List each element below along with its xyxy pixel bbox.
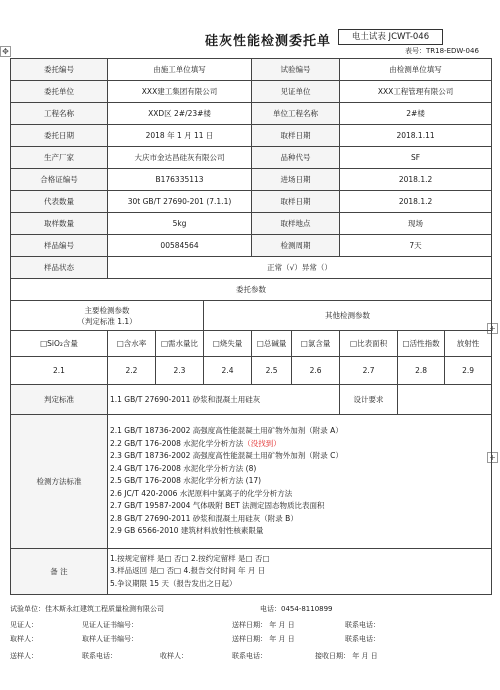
field-label: 取样日期 bbox=[252, 191, 340, 213]
methods-list bbox=[108, 415, 492, 549]
info-row bbox=[11, 169, 492, 191]
sender-label: 送样人： bbox=[10, 652, 38, 660]
info-row bbox=[11, 147, 492, 169]
field-label: 委托单位 bbox=[11, 81, 108, 103]
field-value[interactable]: 5kg bbox=[108, 213, 252, 235]
param-label-row bbox=[11, 331, 492, 357]
main-params-title: 主要检测参数 bbox=[84, 305, 130, 315]
main-params-note: （判定标准 1.1） bbox=[77, 316, 137, 326]
method-text: 2.8 GB/T 27690-2011 砂浆和混凝土用硅灰（附录 B） bbox=[110, 513, 298, 523]
main-params-header bbox=[11, 301, 204, 331]
remark-line: 5.争议期限 15 天（报告发出之日起） bbox=[110, 578, 237, 588]
field-value[interactable]: 现场 bbox=[340, 213, 492, 235]
method-note: （没找到） bbox=[243, 438, 281, 448]
receive-date-label: 接收日期： 年 月 日 bbox=[315, 652, 378, 660]
testing-unit: 试验单位：佳木斯永红建筑工程质量检测有限公司 bbox=[10, 605, 164, 613]
params-group-row bbox=[11, 301, 492, 331]
param-code: 2.3 bbox=[156, 357, 204, 385]
field-value[interactable]: XXD区 2#/23#楼 bbox=[108, 103, 252, 125]
form-number: 表号：TR18-EDW-046 bbox=[405, 47, 479, 55]
send-date-label: 送样日期： 年 月 日 bbox=[232, 621, 295, 629]
sample-status-value[interactable]: 正常（√）异常（） bbox=[108, 257, 492, 279]
contact-phone-2: 联系电话： bbox=[345, 635, 380, 643]
field-value[interactable]: 2018 年 1 月 11 日 bbox=[108, 125, 252, 147]
field-label: 品种代号 bbox=[252, 147, 340, 169]
remark-line: 1.按规定留样 是□ 否□ 2.按约定留样 是□ 否□ bbox=[110, 553, 270, 563]
method-text: 2.5 GB/T 176-2008 水泥化学分析方法 (17) bbox=[110, 476, 262, 486]
param-code: 2.4 bbox=[204, 357, 252, 385]
field-value[interactable]: 由检测单位填写 bbox=[340, 59, 492, 81]
param-code-row bbox=[11, 357, 492, 385]
method-line bbox=[110, 438, 489, 451]
page-title: 硅灰性能检测委托单 bbox=[205, 34, 332, 49]
info-row bbox=[11, 103, 492, 125]
field-value[interactable]: 由施工单位填写 bbox=[108, 59, 252, 81]
remark-line: 3.样品返回 是□ 否□ 4.报告交付时间 年 月 日 bbox=[110, 566, 266, 576]
footer-line-1 bbox=[10, 604, 490, 616]
field-label: 进场日期 bbox=[252, 169, 340, 191]
field-label: 试验编号 bbox=[252, 59, 340, 81]
param-code: 2.5 bbox=[252, 357, 292, 385]
field-label: 生产厂家 bbox=[11, 147, 108, 169]
method-line bbox=[110, 463, 489, 476]
param-code: 2.1 bbox=[11, 357, 108, 385]
param-code: 2.7 bbox=[340, 357, 398, 385]
info-row bbox=[11, 191, 492, 213]
field-value[interactable]: 7天 bbox=[340, 235, 492, 257]
lab-phone: 电话：0454-8110899 bbox=[260, 605, 333, 613]
witness-cert-label: 见证人证书编号： bbox=[82, 621, 138, 629]
contact-phone-4: 联系电话： bbox=[232, 652, 267, 660]
other-params-header: 其他检测参数 bbox=[204, 301, 492, 331]
field-label: 检测周期 bbox=[252, 235, 340, 257]
field-label: 单位工程名称 bbox=[252, 103, 340, 125]
param-code: 2.2 bbox=[108, 357, 156, 385]
field-label: 样品编号 bbox=[11, 235, 108, 257]
info-row bbox=[11, 125, 492, 147]
witness-label: 见证人： bbox=[10, 621, 38, 629]
sample-status-label: 样品状态 bbox=[11, 257, 108, 279]
method-text: 2.2 GB/T 176-2008 水泥化学分析方法 bbox=[110, 438, 244, 448]
info-row bbox=[11, 235, 492, 257]
params-section-row bbox=[11, 279, 492, 301]
param-checkbox[interactable]: □氯含量 bbox=[292, 331, 340, 357]
param-checkbox[interactable]: □烧失量 bbox=[204, 331, 252, 357]
param-checkbox[interactable]: □比表面积 bbox=[340, 331, 398, 357]
param-code: 2.8 bbox=[398, 357, 445, 385]
method-line bbox=[110, 450, 489, 463]
methods-row bbox=[11, 415, 492, 549]
field-label: 委托日期 bbox=[11, 125, 108, 147]
field-value[interactable]: XXX建工集团有限公司 bbox=[108, 81, 252, 103]
remarks-label: 备 注 bbox=[11, 549, 108, 595]
method-line bbox=[110, 513, 489, 526]
method-line bbox=[110, 488, 489, 501]
remarks-list bbox=[108, 549, 492, 595]
field-label: 取样数量 bbox=[11, 213, 108, 235]
field-label: 取样地点 bbox=[252, 213, 340, 235]
method-text: 2.4 GB/T 176-2008 水泥化学分析方法 (8) bbox=[110, 463, 257, 473]
move-handle-icon[interactable]: ✥ bbox=[0, 46, 11, 57]
field-value[interactable]: 2#楼 bbox=[340, 103, 492, 125]
field-label: 代表数量 bbox=[11, 191, 108, 213]
add-row-icon[interactable]: + bbox=[487, 452, 498, 463]
field-label: 合格证编号 bbox=[11, 169, 108, 191]
params-section-title: 委托参数 bbox=[11, 279, 492, 301]
field-value[interactable]: 2018.1.2 bbox=[340, 191, 492, 213]
methods-label: 检测方法标准 bbox=[11, 415, 108, 549]
field-label: 见证单位 bbox=[252, 81, 340, 103]
contact-phone-3: 联系电话： bbox=[82, 652, 117, 660]
method-text: 2.6 JC/T 420-2006 水泥原料中氯离子的化学分析方法 bbox=[110, 488, 293, 498]
param-checkbox[interactable]: □需水量比 bbox=[156, 331, 204, 357]
document-id-box: 电土试表 JCWT-046 bbox=[338, 29, 443, 45]
param-code: 2.9 bbox=[445, 357, 492, 385]
design-requirement-label: 设计要求 bbox=[340, 385, 398, 415]
field-value[interactable]: 2018.1.11 bbox=[340, 125, 492, 147]
method-line bbox=[110, 525, 489, 538]
param-code: 2.6 bbox=[292, 357, 340, 385]
field-value[interactable]: 2018.1.2 bbox=[340, 169, 492, 191]
remarks-row bbox=[11, 549, 492, 595]
field-label: 工程名称 bbox=[11, 103, 108, 125]
method-line bbox=[110, 500, 489, 513]
send-date-label-2: 送样日期： 年 月 日 bbox=[232, 635, 295, 643]
param-checkbox[interactable]: □含水率 bbox=[108, 331, 156, 357]
param-checkbox[interactable]: □总碱量 bbox=[252, 331, 292, 357]
method-text: 2.9 GB 6566-2010 建筑材料放射性核素限量 bbox=[110, 526, 264, 536]
judgement-label: 判定标准 bbox=[11, 385, 108, 415]
footer-line-4 bbox=[10, 651, 490, 663]
method-text: 2.3 GB/T 18736-2002 高强度高性能混凝土用矿物外加剂（附录 C） bbox=[110, 451, 343, 461]
info-row bbox=[11, 81, 492, 103]
method-text: 2.7 GB/T 19587-2004 气体吸附 BET 法测定固态物质比表面积 bbox=[110, 501, 325, 511]
field-value[interactable]: SF bbox=[340, 147, 492, 169]
field-value[interactable]: B176335113 bbox=[108, 169, 252, 191]
info-row bbox=[11, 59, 492, 81]
receiver-label: 收样人： bbox=[160, 652, 188, 660]
field-label: 委托编号 bbox=[11, 59, 108, 81]
field-label: 取样日期 bbox=[252, 125, 340, 147]
design-requirement-value[interactable] bbox=[398, 385, 492, 415]
sampler-label: 取样人： bbox=[10, 635, 38, 643]
footer-line-3 bbox=[10, 634, 490, 646]
sample-status-row bbox=[11, 257, 492, 279]
contact-phone-1: 联系电话： bbox=[345, 621, 380, 629]
judgement-row bbox=[11, 385, 492, 415]
footer-line-2 bbox=[10, 620, 490, 632]
method-line bbox=[110, 425, 489, 438]
field-value[interactable]: 大庆市金达昌硅灰有限公司 bbox=[108, 147, 252, 169]
param-checkbox[interactable]: □SiO₂含量 bbox=[11, 331, 108, 357]
param-checkbox[interactable]: 放射性 bbox=[445, 331, 492, 357]
field-value[interactable]: 00584564 bbox=[108, 235, 252, 257]
info-row bbox=[11, 213, 492, 235]
field-value[interactable]: XXX工程管理有限公司 bbox=[340, 81, 492, 103]
field-value[interactable]: 30t GB/T 27690-201 (7.1.1) bbox=[108, 191, 252, 213]
judgement-value: 1.1 GB/T 27690-2011 砂浆和混凝土用硅灰 bbox=[108, 385, 340, 415]
add-column-icon[interactable]: + bbox=[487, 323, 498, 334]
commission-table bbox=[10, 58, 492, 595]
method-line bbox=[110, 475, 489, 488]
sampler-cert-label: 取样人证书编号： bbox=[82, 635, 138, 643]
param-checkbox[interactable]: □活性指数 bbox=[398, 331, 445, 357]
method-text: 2.1 GB/T 18736-2002 高强度高性能混凝土用矿物外加剂（附录 A） bbox=[110, 426, 343, 436]
